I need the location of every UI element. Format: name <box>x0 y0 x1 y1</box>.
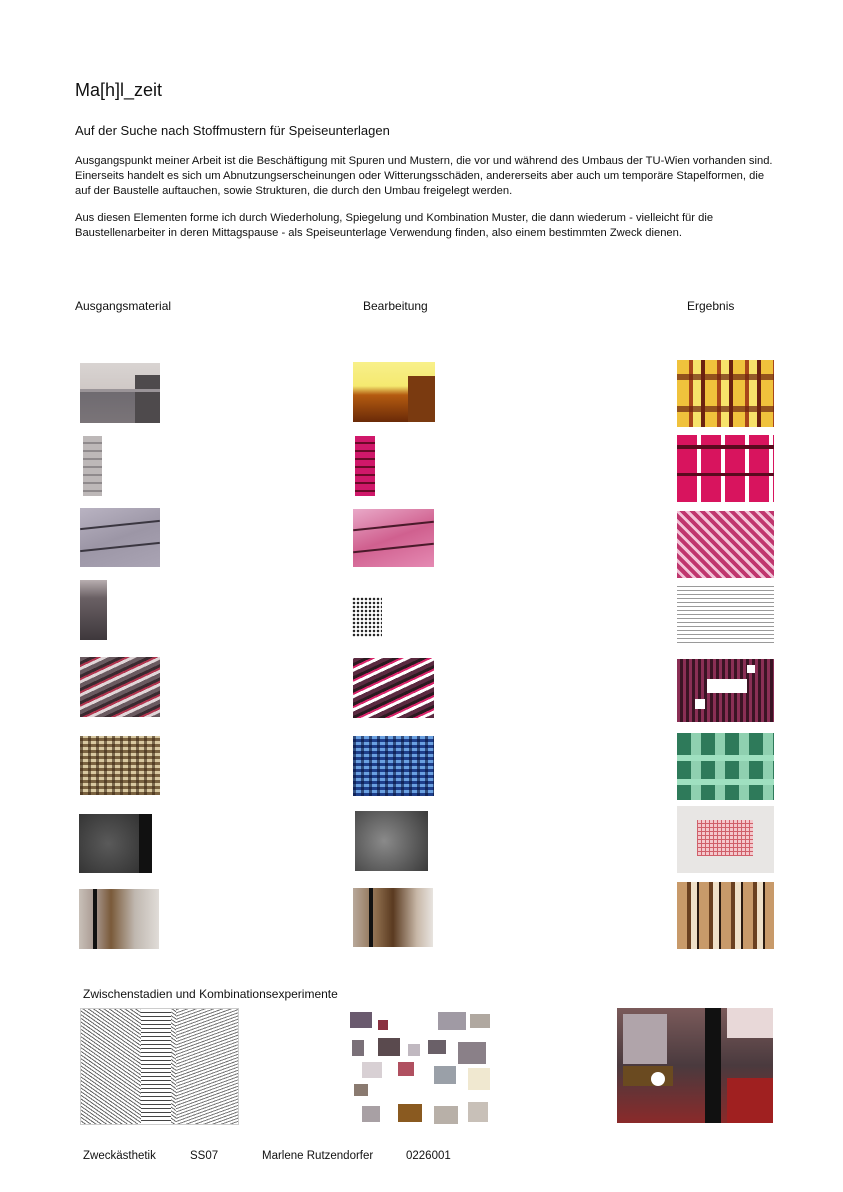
column-heading-source: Ausgangsmaterial <box>75 299 172 313</box>
result-pattern-1 <box>677 360 774 427</box>
source-image-7 <box>79 814 152 873</box>
result-pattern-8 <box>677 882 774 949</box>
intermediate-fragments-collage <box>348 1010 493 1125</box>
result-pattern-3 <box>677 511 774 578</box>
result-pattern-2 <box>677 435 774 502</box>
intermediate-sketch-collage <box>80 1008 239 1125</box>
source-image-2 <box>83 436 102 496</box>
intro-paragraph-2: Aus diesen Elementen forme ich durch Wiederholung, Spiegelung und Kombination Muster, die dann wiederum - vielleicht für die Baustellenarbeiter in deren Mittagspause - als Speiseunterlage Verwendung finden, also einem bestimmten Zweck dienen. <box>75 212 714 239</box>
footer-student-id: 0226001 <box>406 1150 451 1162</box>
source-image-3 <box>80 508 160 567</box>
source-image-6 <box>80 736 160 795</box>
source-image-4 <box>80 580 107 640</box>
page-subtitle: Auf der Suche nach Stoffmustern für Speiseunterlagen <box>75 123 390 138</box>
processed-image-1 <box>353 362 435 422</box>
page-title: Ma[h]l_zeit <box>75 80 163 100</box>
processed-image-2 <box>355 436 375 496</box>
footer-course: Zweckästhetik <box>83 1150 156 1162</box>
intermediate-combination-collage <box>617 1008 773 1123</box>
section-heading-intermediate: Zwischenstadien und Kombinationsexperimente <box>83 987 338 1001</box>
processed-image-3 <box>353 509 434 567</box>
result-pattern-4 <box>677 586 774 646</box>
processed-image-5 <box>353 658 434 718</box>
column-heading-processing: Bearbeitung <box>363 299 428 313</box>
processed-image-6 <box>353 736 434 796</box>
column-heading-result: Ergebnis <box>687 299 735 313</box>
processed-image-4 <box>352 597 382 637</box>
result-pattern-6 <box>677 733 774 800</box>
source-image-8 <box>79 889 159 949</box>
processed-image-8 <box>353 888 433 947</box>
footer-author: Marlene Rutzendorfer <box>262 1150 374 1162</box>
intro-paragraph-1: Ausgangspunkt meiner Arbeit ist die Beschäftigung mit Spuren und Mustern, die vor und während des Umbaus der TU-Wien vorhanden sind. Einerseits handelt es sich um Abnutzungserscheinungen oder Witterungsschäden, andererseits aber auch um temporäre Stapelformen, die auf der Baustelle auftauchen, sowie Strukturen, die durch den Umbau freigelegt werden. <box>75 155 773 197</box>
processed-image-7 <box>355 811 428 871</box>
footer-semester: SS07 <box>190 1150 219 1162</box>
source-image-5 <box>80 657 160 717</box>
source-image-1 <box>80 363 160 423</box>
result-pattern-7 <box>677 806 774 873</box>
result-pattern-5 <box>677 659 774 722</box>
